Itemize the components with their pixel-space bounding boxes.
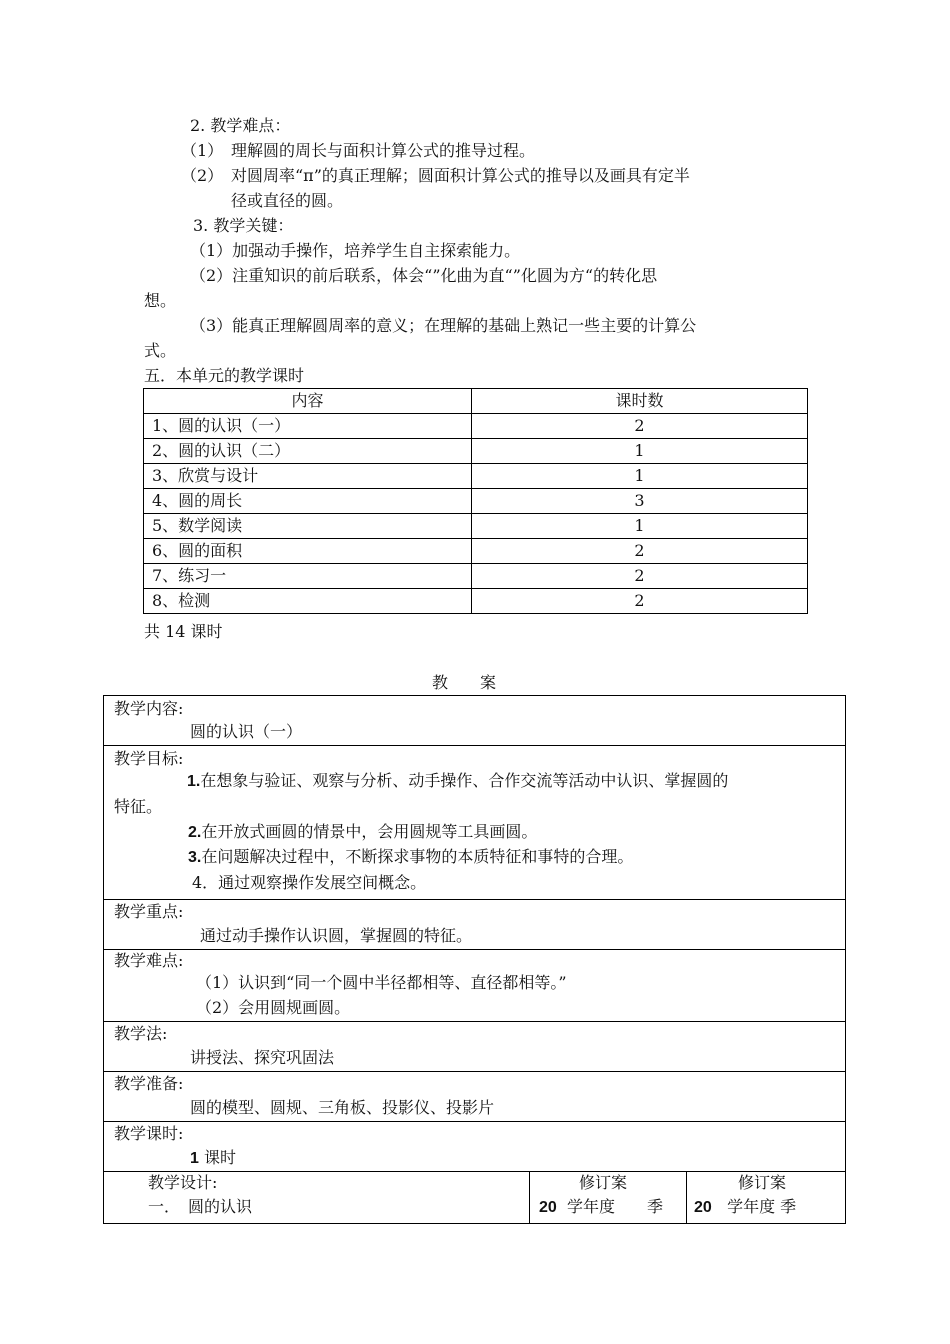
difficulty-item1-num: （1） (181, 141, 224, 160)
keys-item1: （1）加强动手操作，培养学生自主探索能力。 (190, 241, 521, 260)
goal3-text: 在问题解决过程中，不断探求事物的本质特征和事特的合理。 (201, 847, 634, 866)
total-hours: 共 14 课时 (144, 622, 223, 641)
goal2-text: 在开放式画圆的情景中，会用圆规等工具画圆。 (201, 822, 538, 841)
goal1-num: 1. (187, 773, 201, 790)
goal2-num: 2. (188, 824, 202, 841)
method-label: 教学法: (114, 1024, 168, 1043)
difficulty-item2-num: （2） (181, 166, 224, 185)
prep-label: 教学准备: (114, 1074, 184, 1093)
row-hours: 2 (472, 564, 808, 589)
table-row (144, 589, 808, 614)
difficulty-item2-text-cont: 径或直径的圆。 (231, 191, 344, 210)
row-hours: 1 (472, 464, 808, 489)
difficulty-item1-text: 理解圆的周长与面积计算公式的推导过程。 (231, 141, 536, 160)
goals-label: 教学目标: (114, 749, 184, 768)
revision1-suffix: 学年度 季 (566, 1197, 663, 1216)
method-section (104, 1022, 845, 1072)
keys-item3: （3）能真正理解圆周率的意义；在理解的基础上熟记一些主要的计算公 (190, 316, 697, 335)
keys-item2-cont: 想。 (144, 291, 177, 310)
table-row (144, 539, 808, 564)
row-hours: 3 (472, 489, 808, 514)
row-hours: 2 (472, 414, 808, 439)
key-value: 通过动手操作认识圆，掌握圆的特征。 (200, 926, 473, 945)
row-content: 7、练习一 (144, 564, 472, 589)
row-content: 8、检测 (144, 589, 472, 614)
row-content: 2、圆的认识（二） (144, 439, 472, 464)
row-content: 4、圆的周长 (144, 489, 472, 514)
hours-num: 1 (190, 1150, 199, 1167)
content-section (104, 696, 845, 746)
table-row (144, 564, 808, 589)
revision2-title: 修订案 (738, 1173, 787, 1192)
row-content: 6、圆的面积 (144, 539, 472, 564)
content-label: 教学内容: (114, 699, 184, 718)
prep-value: 圆的模型、圆规、三角板、投影仪、投影片 (190, 1098, 495, 1117)
table-row (144, 439, 808, 464)
goals-section (104, 746, 845, 900)
diff-label: 教学难点: (114, 951, 184, 970)
revision2-year: 20 (694, 1199, 712, 1216)
hours-section (104, 1122, 845, 1172)
keys-item2: （2）注重知识的前后联系，体会“”化曲为直“”化圆为方“的转化思 (190, 266, 658, 285)
goal1-cont: 特征。 (114, 797, 163, 816)
unit-hours-table (143, 388, 808, 614)
method-value: 讲授法、探究巩固法 (190, 1048, 335, 1067)
design-section (104, 1172, 845, 1223)
revision1-year: 20 (539, 1199, 557, 1216)
hours-unit: 课时 (204, 1148, 237, 1167)
header-content: 内容 (144, 389, 472, 414)
lesson-plan-table (103, 695, 846, 1224)
revision2-suffix: 学年度 季 (727, 1197, 797, 1216)
row-hours: 1 (472, 439, 808, 464)
row-hours: 2 (472, 589, 808, 614)
difficulty-heading: 2. 教学难点： (190, 116, 291, 135)
diff-item2: （2）会用圆规画圆。 (196, 998, 351, 1017)
keys-heading: 3. 教学关键： (193, 216, 294, 235)
design-label: 教学设计: (148, 1173, 218, 1192)
header-hours: 课时数 (472, 389, 808, 414)
goal1-text: 在想象与验证、观察与分析、动手操作、合作交流等活动中认识、掌握圆的 (200, 771, 729, 790)
key-label: 教学重点: (114, 902, 184, 921)
revision1-title: 修订案 (579, 1173, 628, 1192)
plan-title: 教 案 (432, 673, 497, 692)
goal3-num: 3. (188, 849, 202, 866)
table-row (144, 514, 808, 539)
content-value: 圆的认识（一） (190, 722, 303, 741)
goal4: 4．通过观察操作发展空间概念。 (192, 873, 427, 892)
row-content: 1、圆的认识（一） (144, 414, 472, 439)
row-hours: 2 (472, 539, 808, 564)
table-row (144, 464, 808, 489)
prep-section (104, 1072, 845, 1122)
difficulty-item2-text: 对圆周率“π”的真正理解；圆面积计算公式的推导以及画具有定半 (231, 166, 690, 185)
keys-item3-cont: 式。 (144, 341, 177, 360)
design-item: 一． 圆的认识 (148, 1197, 253, 1216)
row-content: 5、数学阅读 (144, 514, 472, 539)
section5-title: 五．本单元的教学课时 (144, 366, 305, 385)
row-content: 3、欣赏与设计 (144, 464, 472, 489)
table-row (144, 489, 808, 514)
hours-label: 教学课时: (114, 1124, 184, 1143)
table-header-row (144, 389, 808, 414)
difficulty-section (104, 950, 845, 1022)
diff-item1: （1）认识到“同一个圆中半径都相等、直径都相等。” (196, 973, 567, 992)
key-section (104, 900, 845, 950)
table-row (144, 414, 808, 439)
row-hours: 1 (472, 514, 808, 539)
